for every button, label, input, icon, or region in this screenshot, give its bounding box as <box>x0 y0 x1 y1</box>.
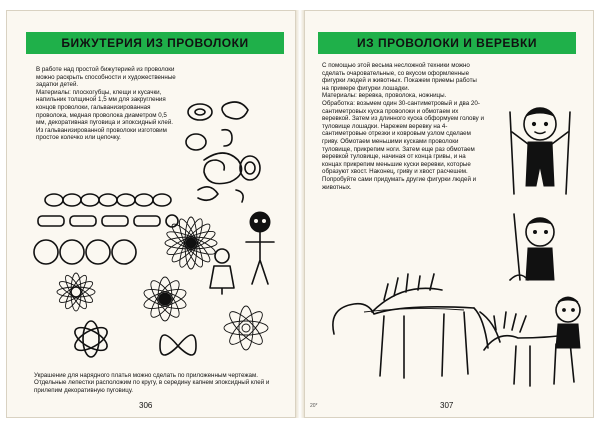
left-page-caption: Украшение для нарядного платья можно сделать по приложенным чертежам. Отдельные лепестки расположим по кругу, в середину капнем эпоксидный клей и прилепим декоративную пуговицу. <box>34 372 270 394</box>
wire-flower-twin-illustration <box>156 326 200 366</box>
wire-flower-open-illustration <box>218 300 274 356</box>
left-page <box>6 10 296 418</box>
wire-doll-illustration <box>238 210 282 290</box>
boy-broom-illustration <box>500 214 572 284</box>
boy-figure-illustration <box>504 102 576 198</box>
wire-flower-small-illustration <box>66 314 116 364</box>
book-spine <box>296 10 304 418</box>
wire-angel-illustration <box>202 246 242 296</box>
right-page <box>304 10 594 418</box>
wire-flower-medium-illustration <box>50 266 102 318</box>
right-page-title: ИЗ ПРОВОЛОКИ И ВЕРЕВКИ <box>318 32 576 54</box>
right-page-corner-mark: 20* <box>310 403 318 409</box>
wire-flower-daisy-illustration <box>134 268 196 330</box>
right-page-number: 307 <box>440 401 454 410</box>
wire-rings-illustration <box>178 98 278 208</box>
left-page-number: 306 <box>139 401 153 410</box>
rope-pony-illustration <box>476 290 588 390</box>
right-page-intro: С помощью этой весьма несложной техники можно сделать очаровательные, со вкусом оформленные фигурки людей и животных. Покажем приемы работы на примере фигурки лошадки. Материалы: веревка, проволока, ножницы. Обработка: возьмем один 30-сантиметровый и два 20-сантиметровых куска проволоки и обмотаем их веревкой. Затем из длинного куска обформуем голову и туловище лошадки. Нарежем веревку на 4-сантиметровые отрезки и ковровым узлом сделаем гриву. Обмотаем меньшими кусками проволоки туловище, прикрепим ноги. Затем еще раз обмотаем веревкой туловище, начиная от конца гривы, и на концах прикрепим меньшие куски веревки, которые образуют хвост. Наконец, гриву и хвост расчешем. Попробуйте сами придумать другие фигурки людей и животных. <box>322 62 484 191</box>
left-page-intro: В работе над простой бижутерией из проволоки можно раскрыть способности и художественные задатки детей. Материалы: плоскогубцы, клещи и кусачки, напильник толщиной 1,5 мм для закругления концов проволоки, гальванизированная проволока, медная проволока диаметром 0,5 мм, декоративная пуговица и эпоксидный клей. Из гальванизированной проволоки изготовим простое колечко или цепочку. <box>36 66 176 142</box>
left-page-title: БИЖУТЕРИЯ ИЗ ПРОВОЛОКИ <box>26 32 284 54</box>
